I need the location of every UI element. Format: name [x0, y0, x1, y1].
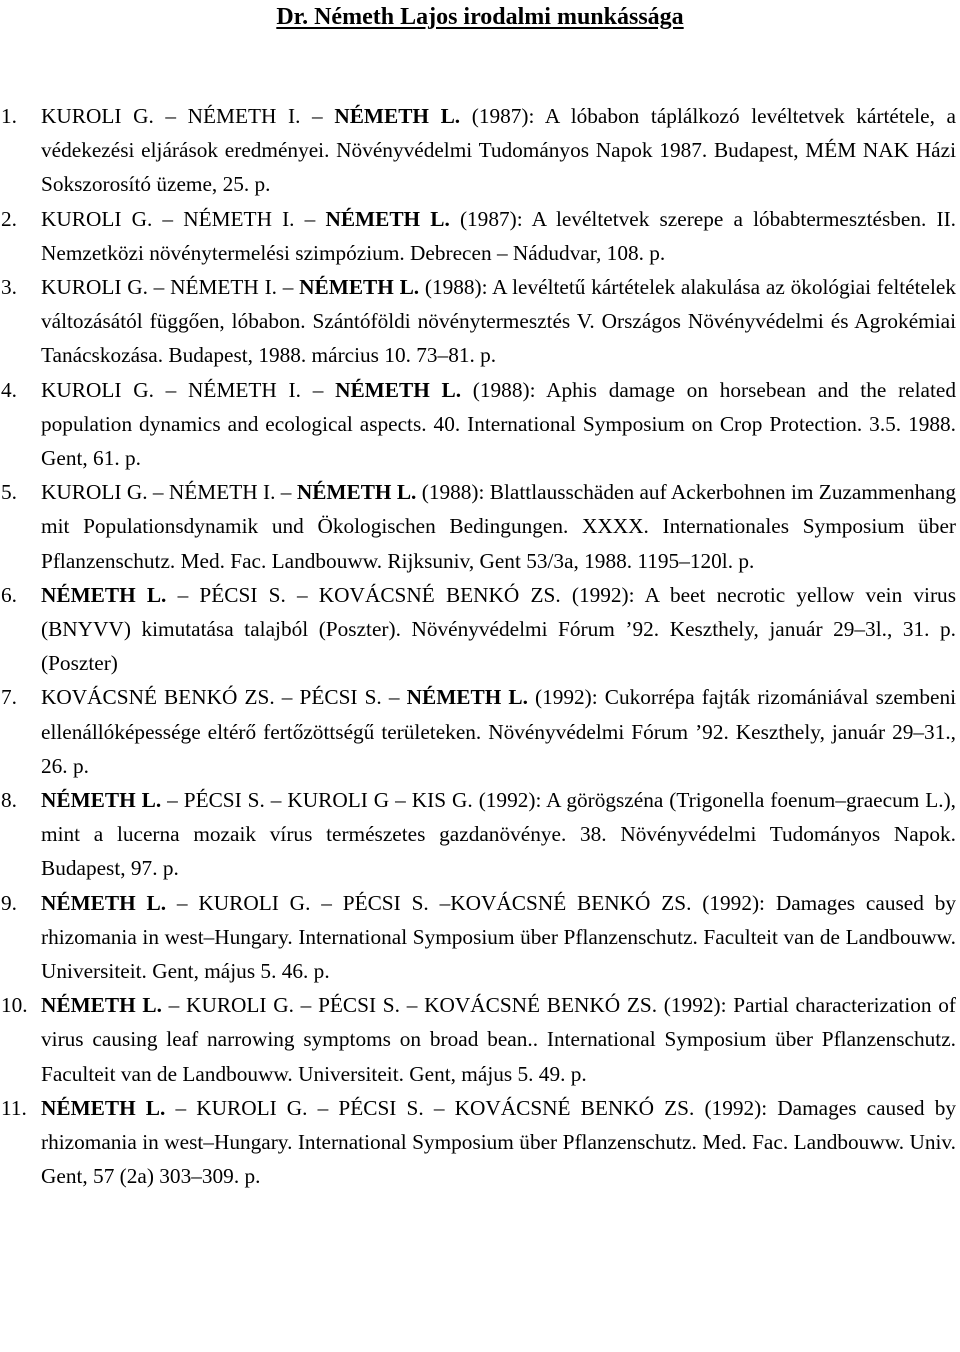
item-number: 4. [1, 377, 17, 402]
publication-item [0, 783, 956, 886]
publication-item [0, 886, 956, 989]
item-author-highlight: NÉMETH L. [41, 890, 167, 915]
item-citation: (1988): Aphis damage on horsebean and the related population dynamics and ecological aspects. 40. International Symposium on Crop Protection. 3.5. 1988. Gent, 61. p. [41, 377, 956, 471]
item-number: 10. [1, 993, 28, 1018]
item-author-highlight: NÉMETH L. [299, 275, 420, 300]
item-citation: – PÉCSI S. – KUROLI G – KIS G. (1992): A görögszéna (Trigonella foenum–graecum L.), mint a lucerna mozaik vírus természetes gazdanövénye. 38. Növényvédelmi Tudományos Napok. Budapest, 97. p. [41, 788, 956, 881]
item-author-highlight: NÉMETH L. [41, 788, 162, 813]
publication-item [0, 270, 956, 373]
item-citation: – KUROLI G. – PÉCSI S. – KOVÁCSNÉ BENKÓ ZS. (1992): Partial characterization of virus causing leaf narrowing symptoms on broad bean.. International Symposium über Pflanzenschutz. Faculteit van de Landbouww. Universiteit. Gent, május 5. 49. p. [41, 993, 957, 1086]
item-citation: – PÉCSI S. – KOVÁCSNÉ BENKÓ ZS. (1992): A beet necrotic yellow vein virus (BNYVV) kimutatása talajból (Poszter). Növényvédelmi Fórum ’92. Keszthely, január 29–3l., 31. p. (Poszter) [41, 582, 956, 676]
item-author-highlight: NÉMETH L. [334, 104, 461, 128]
item-author-highlight: NÉMETH L. [406, 685, 528, 710]
publication-item [0, 988, 956, 1091]
publication-item [0, 202, 956, 270]
item-citation: – KUROLI G. – PÉCSI S. –KOVÁCSNÉ BENKÓ ZS. (1992): Damages caused by rhizomania in west–Hungary. International Symposium über Pflanzenschutz. Faculteit van de Landbouww. Universiteit. Gent, május 5. 46. p. [41, 890, 957, 984]
item-authors-before: KOVÁCSNÉ BENKÓ ZS. – PÉCSI S. – [41, 685, 407, 710]
item-number: 6. [1, 582, 17, 607]
item-authors-before: KUROLI G. – NÉMETH I. – [41, 206, 326, 231]
item-number: 8. [1, 788, 17, 813]
item-authors-before: KUROLI G. – NÉMETH I. – [41, 104, 335, 128]
publication-item [0, 373, 956, 476]
item-author-highlight: NÉMETH L. [325, 206, 450, 231]
item-number: 1. [1, 104, 17, 128]
publication-list [0, 99, 960, 1194]
item-author-highlight: NÉMETH L. [41, 582, 167, 607]
item-citation: (1987): A lóbabon táplálkozó levéltetvek kártétele, a védekezési eljárások eredményei. Növényvédelmi Tudományos Napok 1987. Budapest, MÉM NAK Házi Sokszorosító üzeme, 25. p. [41, 104, 956, 197]
item-author-highlight: NÉMETH L. [41, 993, 162, 1018]
item-author-highlight: NÉMETH L. [296, 480, 417, 505]
item-authors-before: KUROLI G. – NÉMETH I. – [41, 275, 300, 300]
item-citation: (1992): Cukorrépa fajták rizomániával szembeni ellenállóképessége eltérő fertőzöttségű területeken. Növényvédelmi Fórum ’92. Keszthely, január 29–31., 26. p. [41, 685, 957, 778]
publication-item [0, 99, 956, 202]
item-number: 3. [1, 275, 17, 300]
item-number: 5. [1, 480, 17, 505]
publication-item [0, 475, 956, 578]
item-citation: (1988): Blattlausschäden auf Ackerbohnen im Zuzammenhang mit Populationsdynamik und Ökologischen Bedingungen. XXXX. Internationales Symposium über Pflanzenschutz. Med. Fac. Landbouww. Rijksuniv, Gent 53/3a, 1988. 1195–120l. p. [41, 480, 956, 573]
item-number: 7. [1, 685, 17, 710]
item-citation: (1988): A levéltetű kártételek alakulása az ökológiai feltételek változásától függően, lóbabon. Szántóföldi növénytermesztés V. Országos Növényvédelmi és Agrokémiai Tanácskozása. Budapest, 1988. március 10. 73–81. p. [41, 275, 956, 368]
item-number: 11. [1, 1095, 27, 1120]
item-author-highlight: NÉMETH L. [41, 1095, 166, 1120]
item-citation: – KUROLI G. – PÉCSI S. – KOVÁCSNÉ BENKÓ ZS. (1992): Damages caused by rhizomania in west–Hungary. International Symposium über Pflanzenschutz. Med. Fac. Landbouww. Univ. Gent, 57 (2a) 303–309. p. [41, 1095, 957, 1189]
item-citation: (1987): A levéltetvek szerepe a lóbabtermesztésben. II. Nemzetközi növénytermelési szimpózium. Debrecen – Nádudvar, 108. p. [41, 206, 957, 265]
publication-item [0, 680, 956, 783]
item-authors-before: KUROLI G. – NÉMETH I. – [41, 480, 297, 505]
page-title: Dr. Németh Lajos irodalmi munkássága [276, 4, 684, 30]
item-number: 2. [1, 206, 17, 231]
item-number: 9. [1, 890, 17, 915]
publication-item [0, 578, 956, 681]
item-author-highlight: NÉMETH L. [335, 377, 462, 402]
publication-item [0, 1091, 956, 1194]
item-authors-before: KUROLI G. – NÉMETH I. – [41, 377, 336, 402]
